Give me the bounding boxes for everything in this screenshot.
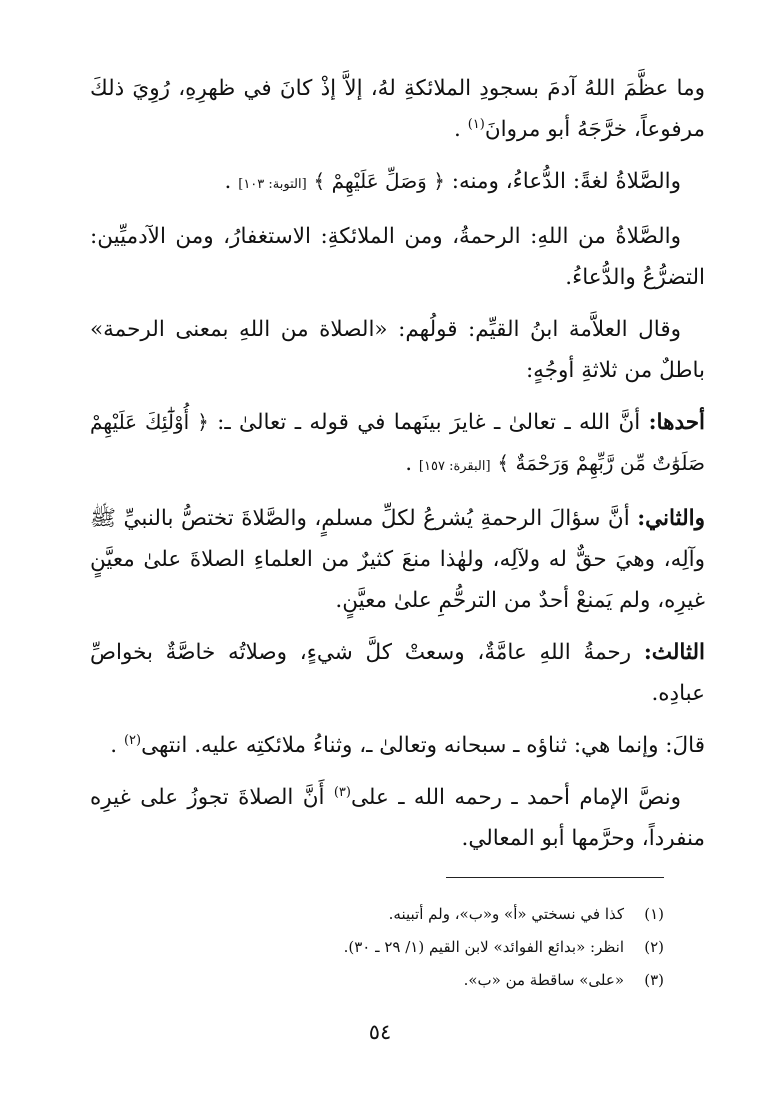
footnote-2 (104, 931, 664, 964)
section-lead: والثاني: (637, 506, 705, 531)
quran-reference: [التوبة: ١٠٣] (238, 177, 307, 192)
paragraph-text: وقال العلاَّمة ابنُ القيِّم: قولُهم: «الصلاة من اللهِ بمعنى الرحمة» باطلٌ من ثلاثةِ أوجُهٍ: (90, 317, 705, 383)
section-lead: أحدها: (648, 410, 705, 435)
footnotes (104, 898, 664, 997)
paragraph-ibn-qayyim (90, 309, 705, 391)
footnote-ref-2[interactable]: (٢) (123, 732, 142, 748)
footnote-text: كذا في نسختي «أ» و«ب»، ولم أتبينه. (388, 905, 624, 923)
paragraph-text: رحمةُ اللهِ عامَّةٌ، وسعتْ كلَّ شيءٍ، وصلاتُه خاصَّةٌ بخواصِّ عبادِه. (90, 640, 705, 706)
footnote-number: (٢) (644, 938, 664, 956)
footnote-ref-1[interactable]: (١) (467, 116, 485, 132)
section-lead: الثالث: (643, 640, 705, 665)
paragraph-text: أنَّ سؤالَ الرحمةِ يُشرعُ لكلِّ مسلمٍ، والصَّلاةَ تختصُّ بالنبيِّ ﷺ وآلِه، وهيَ حقٌّ له ولآلِه، ولهٰذا منعَ كثيرٌ من العلماءِ الصلاةَ علىٰ معيَّنٍ غيرِه، ولم يَمنعْ أحدٌ من الترحُّمِ علىٰ معيَّنٍ. (90, 506, 705, 613)
footnote-divider (446, 877, 664, 878)
period: . (454, 117, 461, 142)
paragraph-text: والصَّلاةُ من اللهِ: الرحمةُ، ومن الملائكةِ: الاستغفارُ، ومن الآدميِّين: التضرُّعُ والدُّعاءُ. (90, 224, 705, 290)
period: . (224, 169, 232, 194)
footnote-text: انظر: «بدائع الفوائد» لابن القيم (١/ ٢٩ ـ ٣٠). (343, 938, 624, 956)
paragraph-conclusion (90, 725, 705, 766)
page-number: ٥٤ (368, 1020, 392, 1044)
main-text (90, 68, 705, 870)
footnote-3 (104, 964, 664, 997)
paragraph-text: وما عظَّمَ اللهُ آدمَ بسجودِ الملائكةِ لهُ، إلاَّ إذْ كانَ في ظهرِهِ، رُوِيَ ذلكَ مرفوعاً، خرَّجَهُ أبو مروانَ (90, 76, 705, 142)
paragraph-text: قالَ: وإنما هي: ثناؤه ـ سبحانه وتعالىٰ ـ، وثناءُ ملائكتِه عليه. انتهى (141, 733, 705, 758)
paragraph-first-reason (90, 402, 705, 487)
footnote-ref-3[interactable]: (٣) (333, 784, 351, 800)
paragraph-imam-ahmad (90, 777, 705, 859)
paragraph-salah-linguistic (90, 161, 705, 205)
paragraph-text: ونصَّ الإمام أحمد ـ رحمه الله ـ على (350, 785, 681, 810)
period: . (405, 451, 413, 476)
paragraph-text: والصَّلاةُ لغةً: الدُّعاءُ، ومنه: (444, 169, 681, 194)
paragraph-salah-meanings (90, 216, 705, 298)
quran-verse: ﴿ وَصَلِّ عَلَيْهِمْ ﴾ (313, 169, 445, 193)
footnote-number: (٣) (644, 971, 664, 989)
footnote-number: (١) (644, 905, 664, 923)
paragraph-second-reason (90, 498, 705, 621)
paragraph-text-rest: أَنَّ الصلاةَ تجوزُ على غيرِه منفرداً، وحرَّمها أبو المعالي. (90, 785, 705, 851)
quran-reference: [البقرة: ١٥٧] (418, 459, 491, 474)
quran-verse: ﴿ أُوْلَٰٓئِكَ عَلَيْهِمْ صَلَوَٰتٌ مِّن رَّبِّهِمْ وَرَحْمَةٌ ﴾ (90, 410, 705, 475)
paragraph-third-reason (90, 632, 705, 714)
paragraph-adam (90, 68, 705, 150)
paragraph-text: أنَّ الله ـ تعالىٰ ـ غايرَ بينَهما في قوله ـ تعالىٰ ـ: (208, 410, 649, 435)
footnote-text: «على» ساقطة من «ب». (463, 971, 624, 989)
footnote-1 (104, 898, 664, 931)
period: . (110, 733, 118, 758)
